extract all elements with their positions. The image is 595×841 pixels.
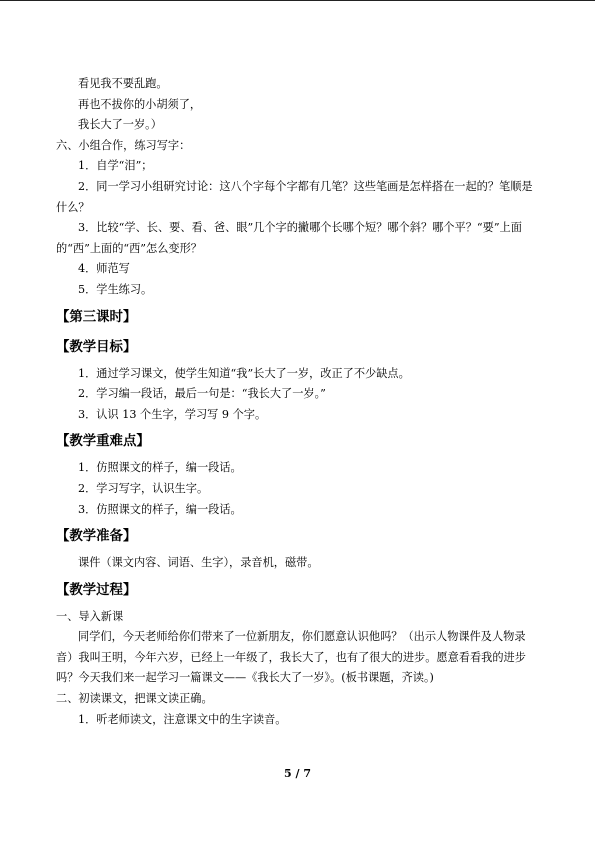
goal-2: 2．学习编一段话，最后一句是：“我长大了一岁。” bbox=[78, 387, 326, 401]
key-point-1: 1．仿照课文的样子，编一段话。 bbox=[78, 461, 242, 475]
page-number: 5 / 7 bbox=[284, 767, 311, 780]
step-5: 5．学生练习。 bbox=[78, 282, 153, 296]
step-1: 1．自学“泪”； bbox=[78, 159, 153, 173]
poem-line-2: 再也不拔你的小胡须了， bbox=[78, 97, 202, 111]
poem-line-1: 看见我不要乱跑。 bbox=[78, 77, 168, 90]
heading-third-lesson: 【第三课时】 bbox=[56, 309, 137, 325]
goal-3: 3．认识 13 个生字，学习写 9 个字。 bbox=[78, 407, 267, 421]
step-3: 3．比较“学、长、要、看、爸、眼”几个字的撇哪个长哪个短？哪个斜？哪个平？“要”上面的“西”上面的“西”怎么变形？ bbox=[56, 221, 522, 255]
step-4: 4．师范写 bbox=[78, 262, 130, 276]
key-point-2: 2．学习写字，认识生字。 bbox=[78, 481, 209, 495]
goal-1: 1．通过学习课文，使学生知道“我”长大了一岁，改正了不少缺点。 bbox=[78, 366, 410, 380]
heading-goals: 【教学目标】 bbox=[56, 339, 137, 355]
heading-key-points: 【教学重难点】 bbox=[56, 434, 150, 450]
key-point-3: 3．仿照课文的样子，编一段话。 bbox=[78, 502, 242, 516]
process-step-1-title: 一、导入新课 bbox=[56, 609, 124, 623]
heading-preparation: 【教学准备】 bbox=[56, 529, 137, 545]
preparation-text: 课件（课文内容、词语、生字），录音机，磁带。 bbox=[78, 556, 319, 570]
poem-line-3: 我长大了一岁。） bbox=[78, 118, 162, 132]
document-body bbox=[56, 74, 542, 730]
process-step-2-title: 二、初读课文，把课文读正确。 bbox=[56, 692, 213, 706]
process-step-1-text: 同学们，今天老师给你们带来了一位新朋友，你们愿意认识他吗？（出示人物课件及人物录音）我叫王明，今年六岁，已经上一年级了，我长大了，也有了很大的进步。愿意看看我的进步吗？今天我们来一起学习一篇课文——《我长大了一岁》。(板书课题，齐读。) bbox=[56, 630, 526, 685]
heading-process: 【教学过程】 bbox=[56, 582, 137, 598]
section-six-title: 六、小组合作，练习写字： bbox=[56, 138, 191, 152]
header-rule bbox=[0, 0, 595, 1]
process-step-2-item-1: 1．听老师读文，注意课文中的生字读音。 bbox=[78, 712, 287, 726]
step-2: 2．同一学习小组研究讨论：这八个字每个字都有几笔？这些笔画是怎样搭在一起的？笔顺是什么？ bbox=[56, 179, 533, 214]
